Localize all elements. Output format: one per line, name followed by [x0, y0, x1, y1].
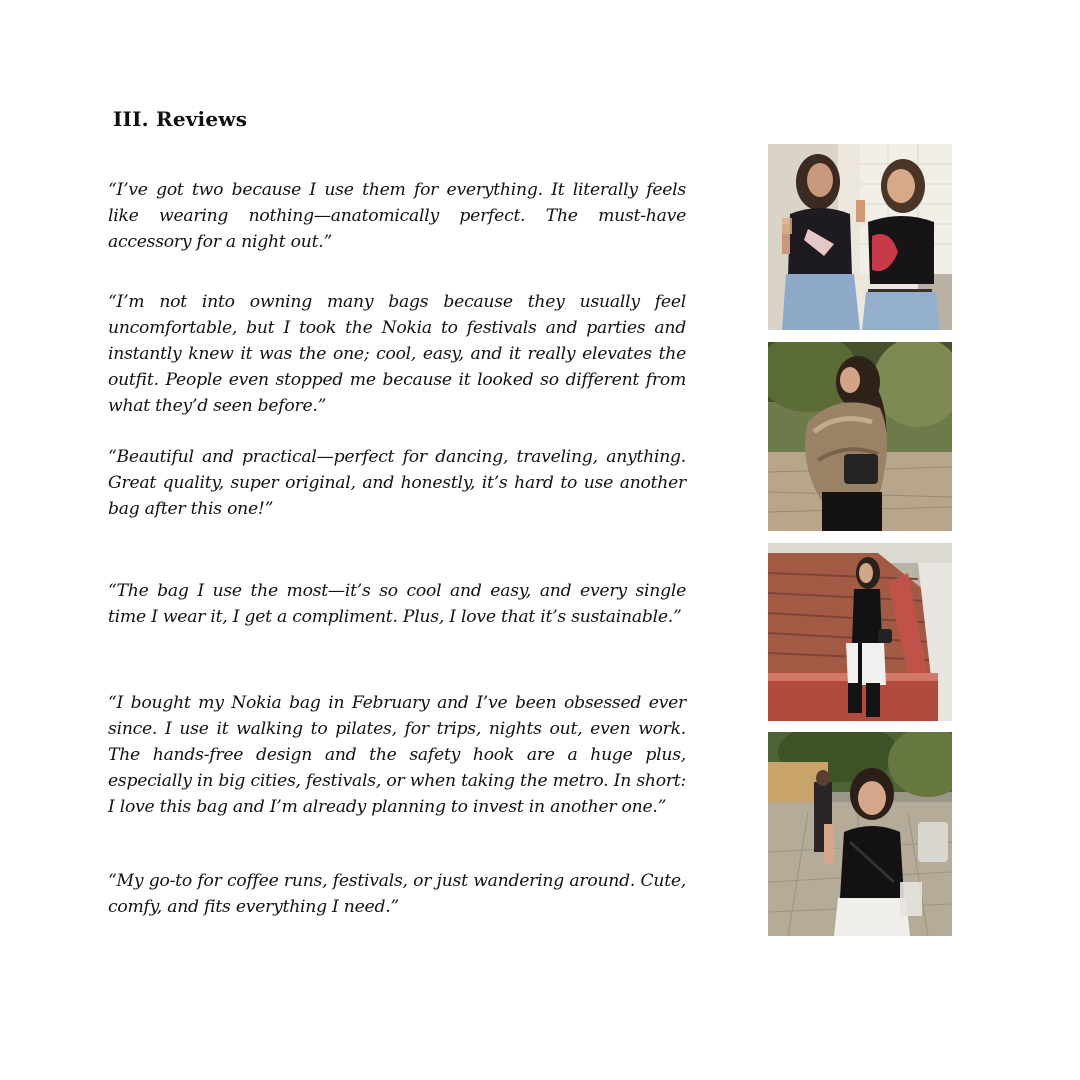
- photo-street: [768, 732, 952, 936]
- review-quote-6: “My go-to for coffee runs, festivals, or just wandering around. Cute, comfy, and fits everything I need.”: [108, 871, 686, 917]
- review-quote-5: “I bought my Nokia bag in February and I’ve been obsessed ever since. I use it walking to pilates, for trips, nights out, even work. The hands-free design and the safety hook are a huge plus, especially in big cities, festivals, or when taking the metro. In short: I love this bag and I’m already planning to invest in another one.”: [108, 693, 686, 817]
- section-heading: III. Reviews: [113, 107, 248, 131]
- review-quote-3: “Beautiful and practical—perfect for dancing, traveling, anything. Great quality, super original, and honestly, it’s hard to use another bag after this one!”: [108, 447, 686, 519]
- review-quote-2: “I’m not into owning many bags because they usually feel uncomfortable, but I took the Nokia to festivals and parties and instantly knew it was the one; cool, easy, and it really elevates the outfit. People even stopped me because it looked so different from what they’d seen before.”: [108, 292, 686, 416]
- photo-rooftop: [768, 543, 952, 721]
- photo-two-friends: [768, 144, 952, 330]
- photo-fur-coat: [768, 342, 952, 531]
- review-quote-4: “The bag I use the most—it’s so cool and easy, and every single time I wear it, I get a compliment. Plus, I love that it’s sustainable.”: [108, 581, 686, 627]
- review-quote-1: “I’ve got two because I use them for everything. It literally feels like wearing nothing—anatomically perfect. The must-have accessory for a night out.”: [108, 180, 686, 252]
